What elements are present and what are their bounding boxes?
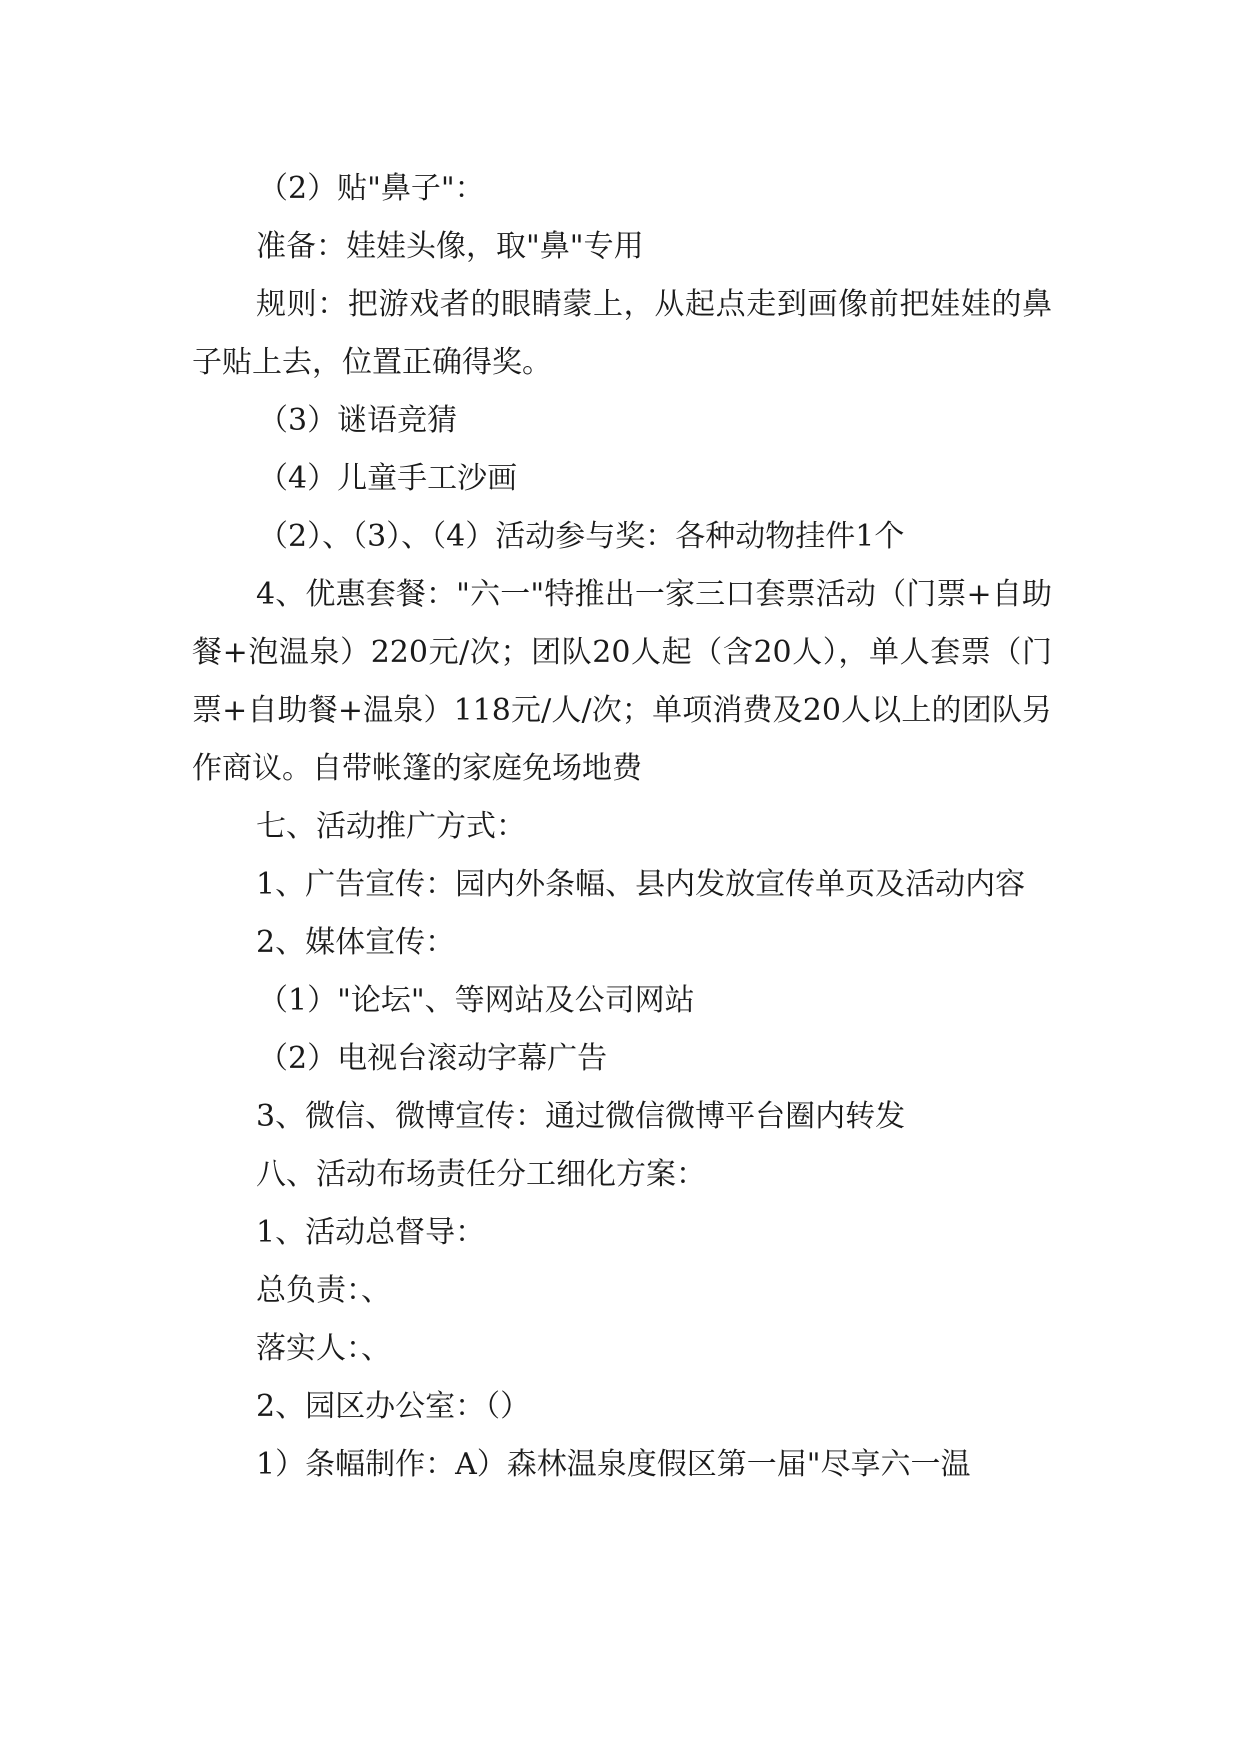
paragraph-media: 2、媒体宣传： (256, 925, 456, 960)
paragraph-media-tv: （2）电视台滚动字幕广告 (258, 1041, 608, 1076)
document-body (192, 160, 1052, 1494)
heading-promotion-methods: 七、活动推广方式： (256, 809, 526, 844)
paragraph-supervisor: 1、活动总督导： (256, 1215, 486, 1250)
paragraph-banner: 1）条幅制作：A）森林温泉度假区第一届"尽享六一温 (256, 1447, 971, 1482)
paragraph-package-offer: 4、优惠套餐："六一"特推出一家三口套票活动（门票+自助餐+泡温泉）220元/次；团队20人起（含20人），单人套票（门票+自助餐+温泉）118元/人/次；单项消费及20人以上的团队另作商议。自带帐篷的家庭免场地费 (192, 577, 1052, 786)
heading-responsibilities: 八、活动布场责任分工细化方案： (256, 1157, 706, 1192)
paragraph-advertising: 1、广告宣传：园内外条幅、县内发放宣传单页及活动内容 (256, 867, 1026, 902)
paragraph-participation-prize: （2）、（3）、（4）活动参与奖：各种动物挂件1个 (258, 519, 905, 554)
paragraph-chief: 总负责：、 (256, 1273, 391, 1308)
paragraph-item-sand-painting: （4）儿童手工沙画 (258, 461, 518, 496)
paragraph-wechat-weibo: 3、微信、微博宣传：通过微信微博平台圈内转发 (256, 1099, 906, 1134)
paragraph-item-nose-game: （2）贴"鼻子"： (258, 171, 485, 206)
paragraph-implementer: 落实人：、 (256, 1331, 391, 1366)
paragraph-item-riddles: （3）谜语竞猜 (258, 403, 458, 438)
paragraph-office: 2、园区办公室：（） (256, 1389, 531, 1424)
paragraph-preparation: 准备：娃娃头像，取"鼻"专用 (256, 229, 644, 264)
paragraph-rules: 规则：把游戏者的眼睛蒙上，从起点走到画像前把娃娃的鼻子贴上去，位置正确得奖。 (192, 287, 1052, 380)
paragraph-media-forums: （1）"论坛"、等网站及公司网站 (258, 983, 695, 1018)
